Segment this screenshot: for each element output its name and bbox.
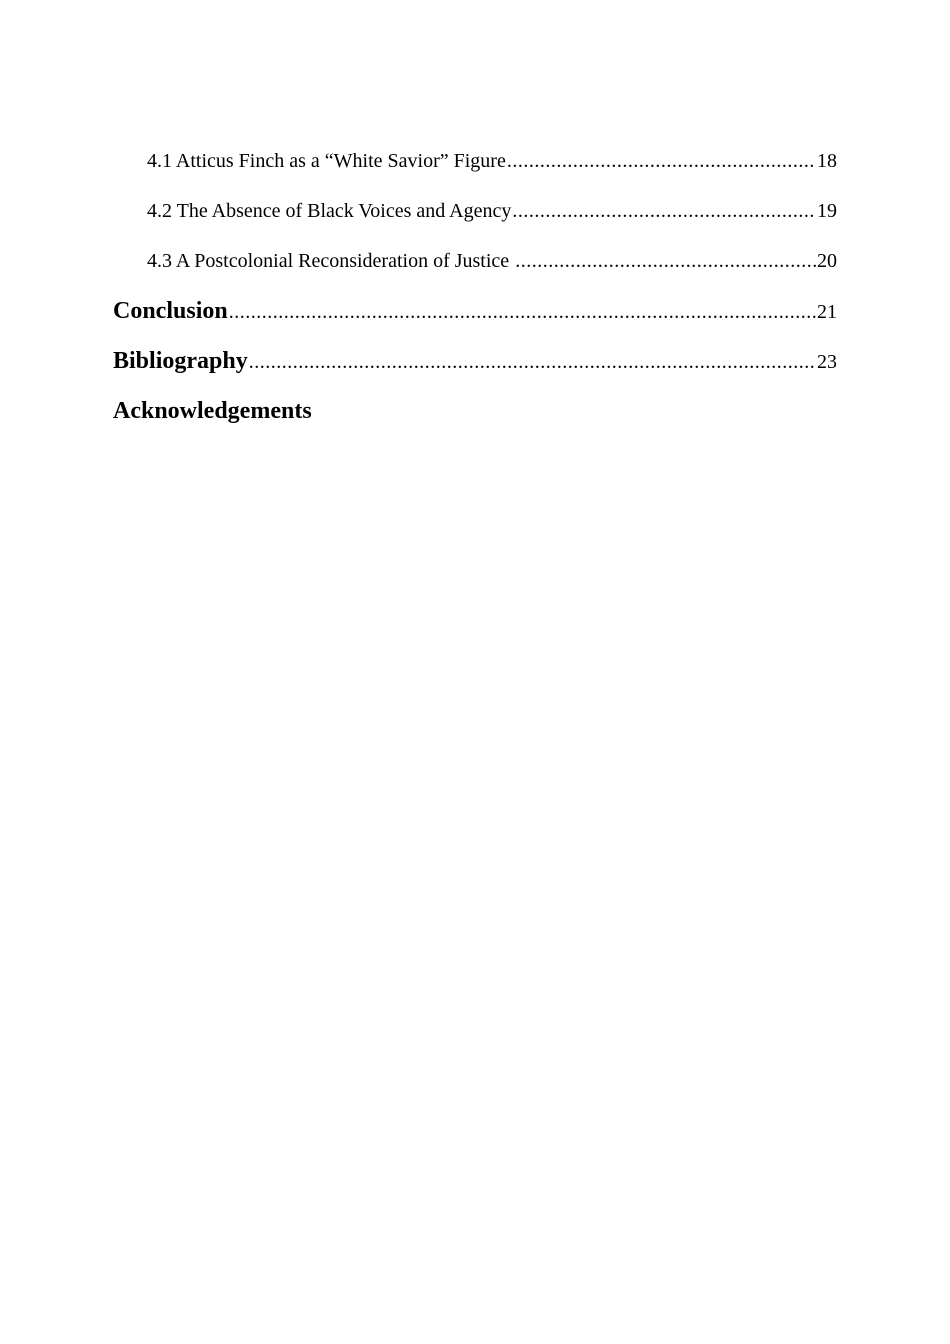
toc-entry-label: 4.3 A Postcolonial Reconsideration of Justice	[147, 250, 515, 272]
toc-dot-leader	[515, 244, 816, 278]
toc-entry-label: Bibliography	[113, 348, 248, 374]
toc-entry-4-3[interactable]	[113, 244, 837, 294]
toc-page-number: 20	[817, 250, 837, 272]
toc-page-number: 23	[817, 351, 837, 373]
toc-dot-leader	[229, 295, 816, 329]
toc-entry-4-1[interactable]	[113, 144, 837, 194]
toc-page-number: 21	[817, 301, 837, 323]
toc-page-number: 19	[817, 200, 837, 222]
toc-entry-label: 4.1 Atticus Finch as a “White Savior” Figure	[147, 150, 506, 172]
table-of-contents	[113, 144, 837, 444]
toc-entry-label: 4.2 The Absence of Black Voices and Agency	[147, 200, 512, 222]
toc-entry-bibliography[interactable]	[113, 344, 837, 394]
toc-dot-leader	[249, 345, 816, 379]
toc-dot-leader	[512, 194, 816, 228]
toc-entry-acknowledgements[interactable]	[113, 394, 837, 444]
toc-page-number: 18	[817, 150, 837, 172]
toc-dot-leader	[507, 144, 816, 178]
toc-entry-4-2[interactable]	[113, 194, 837, 244]
toc-entry-label: Acknowledgements	[113, 398, 312, 424]
toc-entry-label: Conclusion	[113, 298, 228, 324]
toc-entry-conclusion[interactable]	[113, 294, 837, 344]
